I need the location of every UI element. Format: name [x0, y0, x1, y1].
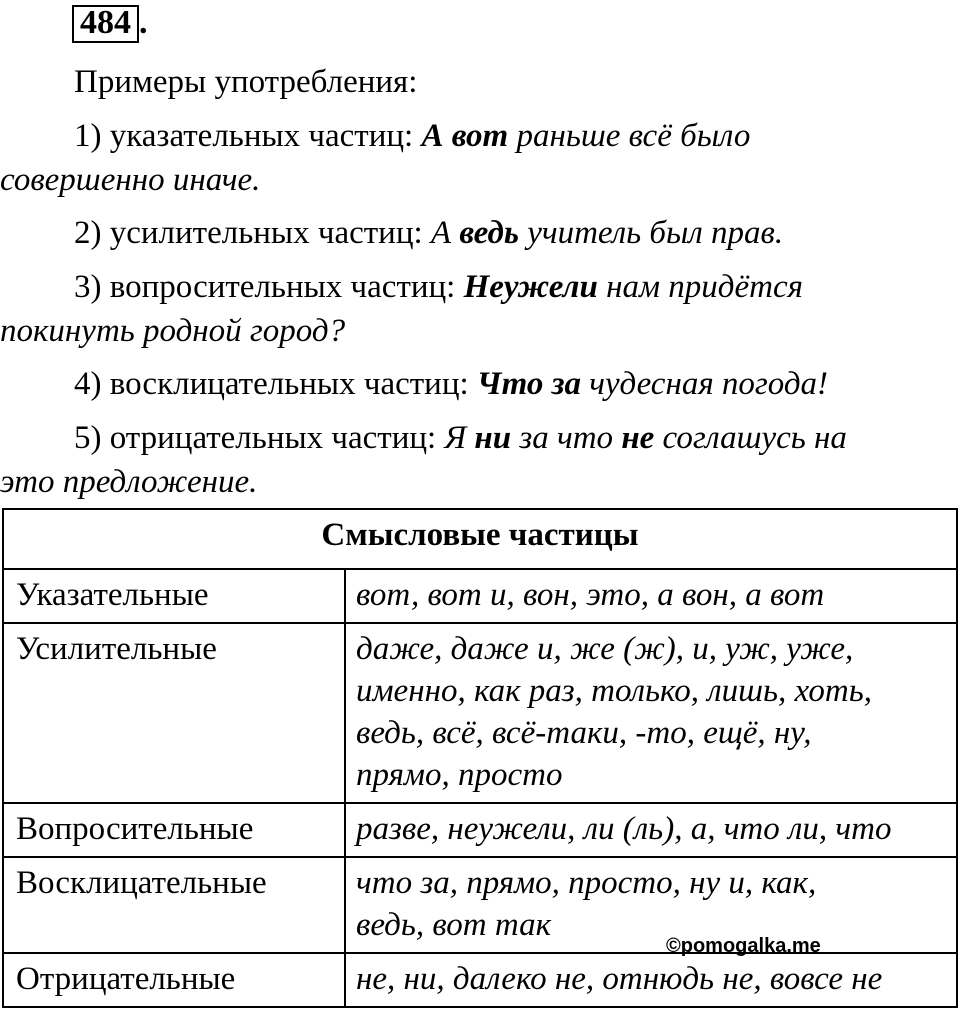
- example-3-line2: покинуть родной город?: [0, 313, 346, 349]
- example-2-label: 2) усилительных частиц:: [74, 215, 431, 251]
- particle-type: Указательные: [3, 569, 345, 623]
- example-2-pre: А: [430, 215, 460, 251]
- example-5-particle-2: не: [621, 420, 655, 456]
- example-2: [0, 211, 955, 255]
- example-4-sentence: чудесная погода!: [580, 366, 829, 402]
- task-number-dot: .: [139, 4, 148, 41]
- particle-list-line: именно, как раз, только, лишь, хоть,: [356, 673, 872, 709]
- particle-list: [345, 953, 957, 1007]
- example-3-continuation: [0, 309, 955, 353]
- particle-list: [345, 569, 957, 623]
- particle-type: Усилительные: [3, 623, 345, 803]
- example-3-label: 3) вопросительных частиц:: [74, 269, 464, 305]
- example-2-sentence: учитель был прав.: [518, 215, 784, 251]
- example-5-mid: за что: [511, 420, 622, 456]
- example-5: [0, 416, 955, 460]
- particle-list-line: ведь, всё, всё-таки, -то, ещё, ну,: [356, 715, 812, 751]
- example-4: [0, 362, 955, 406]
- example-1-label: 1) указательных частиц:: [74, 118, 422, 154]
- example-4-label: 4) восклицательных частиц:: [74, 366, 477, 402]
- table-row: [3, 569, 957, 623]
- example-2-particle: ведь: [459, 215, 519, 251]
- example-3: [0, 265, 955, 309]
- particle-list: [345, 803, 957, 857]
- table-row: [3, 623, 957, 803]
- example-1-sentence: раньше всё было: [508, 118, 751, 154]
- example-5-particle-1: ни: [474, 420, 512, 456]
- intro-text: Примеры употребления:: [74, 64, 418, 100]
- example-4-particle: Что за: [476, 366, 581, 402]
- particle-list-line: разве, неужели, ли (ль), а, что ли, что: [356, 811, 892, 847]
- particle-type: Восклицательные: [3, 857, 345, 953]
- particle-list-line: ведь, вот так: [356, 907, 552, 943]
- particle-list-line: не, ни, далеко не, отнюдь не, вовсе не: [356, 961, 883, 997]
- example-5-label: 5) отрицательных частиц:: [74, 420, 445, 456]
- example-5-line2: это предложение.: [0, 464, 258, 500]
- example-1-continuation: [0, 158, 955, 202]
- table-header: Смысловые частицы: [3, 509, 957, 569]
- particle-list: [345, 857, 957, 953]
- intro-paragraph: [0, 60, 955, 104]
- particle-list-line: что за, прямо, просто, ну и, как,: [356, 865, 817, 901]
- example-1-particle: А вот: [421, 118, 509, 154]
- particles-table: [2, 508, 958, 1008]
- example-1: [0, 114, 955, 158]
- particle-list: [345, 623, 957, 803]
- table-row: [3, 803, 957, 857]
- table-header-row: [3, 509, 957, 569]
- example-3-sentence: нам придётся: [597, 269, 803, 305]
- table-row: [3, 953, 957, 1007]
- example-5-sentence: соглашусь на: [654, 420, 847, 456]
- example-1-line2: совершенно иначе.: [0, 162, 261, 198]
- particle-list-line: прямо, просто: [356, 757, 563, 793]
- particle-list-line: даже, даже и, же (ж), и, уж, уже,: [356, 631, 854, 667]
- task-number: [72, 4, 148, 42]
- particle-list-line: вот, вот и, вон, это, а вон, а вот: [356, 577, 825, 613]
- example-5-continuation: [0, 460, 955, 504]
- example-5-pre: Я: [444, 420, 475, 456]
- watermark: ©pomogalka.me: [666, 935, 821, 957]
- particle-type: Вопросительные: [3, 803, 345, 857]
- task-number-box: 484: [72, 5, 139, 43]
- particle-type: Отрицательные: [3, 953, 345, 1007]
- example-3-particle: Неужели: [463, 269, 598, 305]
